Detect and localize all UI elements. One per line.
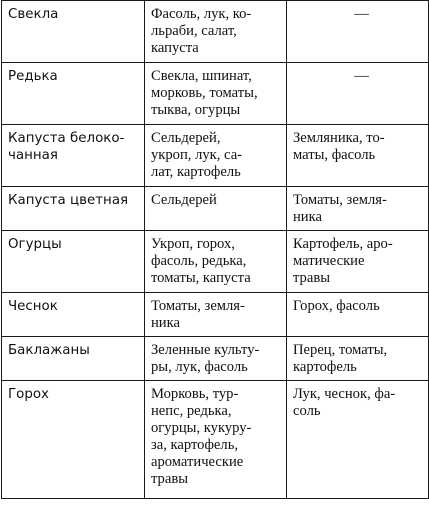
table-row	[2, 293, 429, 337]
crop-name-cell	[2, 125, 145, 187]
good-neighbors-line: капуста	[151, 40, 199, 56]
crop-name: Огурцы	[8, 237, 62, 252]
bad-neighbors-line: матические	[293, 253, 365, 269]
crop-name-cell	[2, 1, 145, 63]
table-row	[2, 1, 429, 63]
bad-neighbors-cell	[287, 231, 429, 293]
bad-neighbors-cell	[287, 293, 429, 337]
good-neighbors-line: ры, лук, фасоль	[151, 359, 248, 375]
bad-neighbors-dash: —	[354, 68, 369, 84]
bad-neighbors-line: соль	[293, 403, 321, 419]
good-neighbors-line: Морковь, тур-	[151, 386, 239, 402]
crop-name-cell	[2, 337, 145, 381]
good-neighbors-line: травы	[151, 471, 189, 487]
bad-neighbors-line: маты, фасоль	[293, 147, 376, 163]
good-neighbors-line: фасоль, редька,	[151, 253, 247, 269]
bad-neighbors-cell	[287, 337, 429, 381]
good-neighbors-cell	[145, 293, 287, 337]
good-neighbors-line: морковь, томаты,	[151, 85, 258, 101]
crop-name-line: чанная	[8, 148, 58, 163]
bad-neighbors-line: Земляника, то-	[293, 130, 385, 146]
good-neighbors-line: Фасоль, лук, ко-	[151, 6, 252, 22]
good-neighbors-line: томаты, капуста	[151, 270, 251, 286]
good-neighbors-line: укроп, лук, са-	[151, 147, 243, 163]
good-neighbors-line: Сельдерей,	[151, 130, 221, 146]
crop-name: Баклажаны	[8, 343, 90, 358]
bad-neighbors-line: Горох, фасоль	[293, 298, 380, 314]
bad-neighbors-line: картофель	[293, 359, 357, 375]
crop-name-cell	[2, 187, 145, 231]
good-neighbors-cell	[145, 231, 287, 293]
good-neighbors-cell	[145, 187, 287, 231]
table-row	[2, 125, 429, 187]
good-neighbors-line: тыква, огурцы	[151, 102, 241, 118]
good-neighbors-cell	[145, 63, 287, 125]
good-neighbors-line: лат, картофель	[151, 164, 241, 180]
crop-name: Редька	[8, 69, 58, 84]
bad-neighbors-cell	[287, 1, 429, 63]
bad-neighbors-dash: —	[354, 6, 369, 22]
crop-name: Чеснок	[8, 299, 58, 314]
table-row	[2, 337, 429, 381]
good-neighbors-line: ника	[151, 315, 180, 331]
bad-neighbors-cell	[287, 125, 429, 187]
bad-neighbors-line: Картофель, аро-	[293, 236, 393, 252]
crop-name-cell	[2, 231, 145, 293]
bad-neighbors-cell	[287, 187, 429, 231]
good-neighbors-line: Томаты, земля-	[151, 298, 245, 314]
crop-name: Свекла	[8, 7, 59, 22]
crop-name-cell	[2, 293, 145, 337]
table-row	[2, 381, 429, 499]
good-neighbors-cell	[145, 381, 287, 499]
crop-compatibility-table	[1, 0, 429, 499]
crop-name: Горох	[8, 387, 49, 402]
good-neighbors-line: огурцы, кукуру-	[151, 420, 252, 436]
good-neighbors-line: за, картофель,	[151, 437, 238, 453]
good-neighbors-cell	[145, 125, 287, 187]
crop-name-cell	[2, 63, 145, 125]
good-neighbors-line: Укроп, горох,	[151, 236, 235, 252]
bad-neighbors-line: Перец, томаты,	[293, 342, 388, 358]
bad-neighbors-line: Томаты, земля-	[293, 192, 387, 208]
bad-neighbors-cell	[287, 381, 429, 499]
good-neighbors-line: Свекла, шпинат,	[151, 68, 252, 84]
bad-neighbors-line: травы	[293, 270, 331, 286]
good-neighbors-line: Зеленные культу-	[151, 342, 260, 358]
good-neighbors-line: непс, редька,	[151, 403, 232, 419]
bad-neighbors-line: Лук, чеснок, фа-	[293, 386, 396, 402]
good-neighbors-cell	[145, 1, 287, 63]
crop-name: Капуста цветная	[8, 193, 129, 208]
crop-name-cell	[2, 381, 145, 499]
crop-name-line: Капуста белоко-	[8, 131, 125, 146]
good-neighbors-line: ароматические	[151, 454, 244, 470]
good-neighbors-cell	[145, 337, 287, 381]
table-row	[2, 63, 429, 125]
table-row	[2, 231, 429, 293]
good-neighbors-line: льраби, салат,	[151, 23, 237, 39]
bad-neighbors-cell	[287, 63, 429, 125]
bad-neighbors-line: ника	[293, 209, 322, 225]
good-neighbors-line: Сельдерей	[151, 192, 217, 208]
table-row	[2, 187, 429, 231]
